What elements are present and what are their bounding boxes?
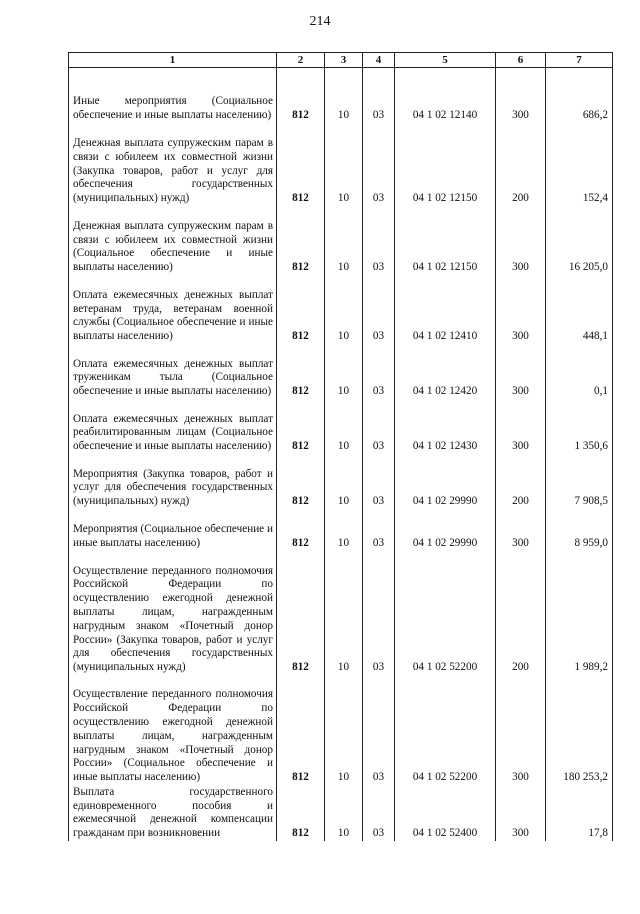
row-article: 04 1 02 12150 — [395, 206, 496, 275]
row-subsection: 03 — [363, 509, 395, 551]
row-amount: 448,1 — [546, 275, 613, 344]
row-article: 04 1 02 12420 — [395, 344, 496, 399]
header-row — [69, 53, 613, 68]
table-row — [69, 675, 613, 785]
row-subsection: 03 — [363, 675, 395, 785]
row-article: 04 1 02 29990 — [395, 509, 496, 551]
row-amount: 152,4 — [546, 123, 613, 206]
row-description: Мероприятия (Закупка товаров, работ и услуг для обеспечения государственных (муниципальных) нужд) — [69, 454, 277, 509]
row-subsection: 03 — [363, 206, 395, 275]
row-type: 300 — [496, 344, 546, 399]
row-description: Осуществление переданного полномочия Российской Федерации по осуществлению ежегодной денежной выплаты лицам, награжденным нагрудным знаком «Почетный донор России» (Закупка товаров, работ и услуг для обеспечения государственных (муниципальных нужд) — [69, 551, 277, 675]
row-amount: 17,8 — [546, 785, 613, 841]
row-section: 10 — [325, 344, 363, 399]
row-type: 300 — [496, 509, 546, 551]
row-description: Осуществление переданного полномочия Российской Федерации по осуществлению ежегодной денежной выплаты лицам, награжденным нагрудным знаком «Почетный донор России» (Социальное обеспечение и иные выплаты населению) — [69, 675, 277, 785]
row-type: 300 — [496, 275, 546, 344]
table-row — [69, 509, 613, 551]
row-subsection: 03 — [363, 68, 395, 124]
table-row — [69, 206, 613, 275]
row-description: Оплата ежемесячных денежных выплат труженикам тыла (Социальное обеспечение и иные выплаты населению) — [69, 344, 277, 399]
row-code: 812 — [277, 206, 325, 275]
row-section: 10 — [325, 206, 363, 275]
column-header: 6 — [496, 53, 546, 68]
row-section: 10 — [325, 454, 363, 509]
table-row — [69, 344, 613, 399]
row-code: 812 — [277, 454, 325, 509]
column-header: 1 — [69, 53, 277, 68]
row-type: 200 — [496, 551, 546, 675]
column-header: 5 — [395, 53, 496, 68]
row-article: 04 1 02 52200 — [395, 675, 496, 785]
row-type: 300 — [496, 675, 546, 785]
row-code: 812 — [277, 123, 325, 206]
row-amount: 8 959,0 — [546, 509, 613, 551]
column-header: 3 — [325, 53, 363, 68]
row-code: 812 — [277, 399, 325, 454]
table-row — [69, 785, 613, 841]
row-code: 812 — [277, 675, 325, 785]
row-type: 300 — [496, 68, 546, 124]
table-row — [69, 551, 613, 675]
row-code: 812 — [277, 68, 325, 124]
row-section: 10 — [325, 123, 363, 206]
table-row — [69, 123, 613, 206]
row-article: 04 1 02 12430 — [395, 399, 496, 454]
row-section: 10 — [325, 509, 363, 551]
row-description: Оплата ежемесячных денежных выплат реабилитированным лицам (Социальное обеспечение и иные выплаты населению) — [69, 399, 277, 454]
column-header: 4 — [363, 53, 395, 68]
row-article: 04 1 02 12410 — [395, 275, 496, 344]
budget-table — [68, 52, 613, 841]
row-section: 10 — [325, 785, 363, 841]
row-code: 812 — [277, 344, 325, 399]
table-row — [69, 275, 613, 344]
row-amount: 7 908,5 — [546, 454, 613, 509]
row-article: 04 1 02 52200 — [395, 551, 496, 675]
row-description: Денежная выплата супружеским парам в связи с юбилеем их совместной жизни (Социальное обеспечение и иные выплаты населению) — [69, 206, 277, 275]
row-type: 300 — [496, 399, 546, 454]
row-amount: 180 253,2 — [546, 675, 613, 785]
row-code: 812 — [277, 509, 325, 551]
row-article: 04 1 02 52400 — [395, 785, 496, 841]
row-article: 04 1 02 29990 — [395, 454, 496, 509]
page-number: 214 — [309, 14, 331, 29]
row-subsection: 03 — [363, 399, 395, 454]
row-amount: 0,1 — [546, 344, 613, 399]
row-subsection: 03 — [363, 123, 395, 206]
row-article: 04 1 02 12150 — [395, 123, 496, 206]
row-subsection: 03 — [363, 785, 395, 841]
table-row — [69, 68, 613, 124]
row-section: 10 — [325, 551, 363, 675]
row-section: 10 — [325, 675, 363, 785]
row-subsection: 03 — [363, 275, 395, 344]
row-description: Денежная выплата супружеским парам в связи с юбилеем их совместной жизни (Закупка товаров, работ и услуг для обеспечения государственных (муниципальных) нужд) — [69, 123, 277, 206]
row-amount: 16 205,0 — [546, 206, 613, 275]
row-subsection: 03 — [363, 344, 395, 399]
row-amount: 686,2 — [546, 68, 613, 124]
row-article: 04 1 02 12140 — [395, 68, 496, 124]
row-section: 10 — [325, 399, 363, 454]
row-code: 812 — [277, 785, 325, 841]
row-subsection: 03 — [363, 551, 395, 675]
row-amount: 1 989,2 — [546, 551, 613, 675]
row-section: 10 — [325, 275, 363, 344]
table-row — [69, 399, 613, 454]
row-type: 300 — [496, 785, 546, 841]
column-header: 2 — [277, 53, 325, 68]
row-type: 300 — [496, 206, 546, 275]
row-section: 10 — [325, 68, 363, 124]
row-code: 812 — [277, 275, 325, 344]
row-subsection: 03 — [363, 454, 395, 509]
row-description: Мероприятия (Социальное обеспечение и иные выплаты населению) — [69, 509, 277, 551]
row-description: Выплата государственного единовременного пособия и ежемесячной денежной компенсации гражданам при возникновении — [69, 785, 277, 841]
table-row — [69, 454, 613, 509]
row-type: 200 — [496, 123, 546, 206]
column-header: 7 — [546, 53, 613, 68]
row-amount: 1 350,6 — [546, 399, 613, 454]
row-description: Оплата ежемесячных денежных выплат ветеранам труда, ветеранам военной службы (Социальное обеспечение и иные выплаты населению) — [69, 275, 277, 344]
row-type: 200 — [496, 454, 546, 509]
row-code: 812 — [277, 551, 325, 675]
row-description: Иные мероприятия (Социальное обеспечение и иные выплаты населению) — [69, 68, 277, 124]
